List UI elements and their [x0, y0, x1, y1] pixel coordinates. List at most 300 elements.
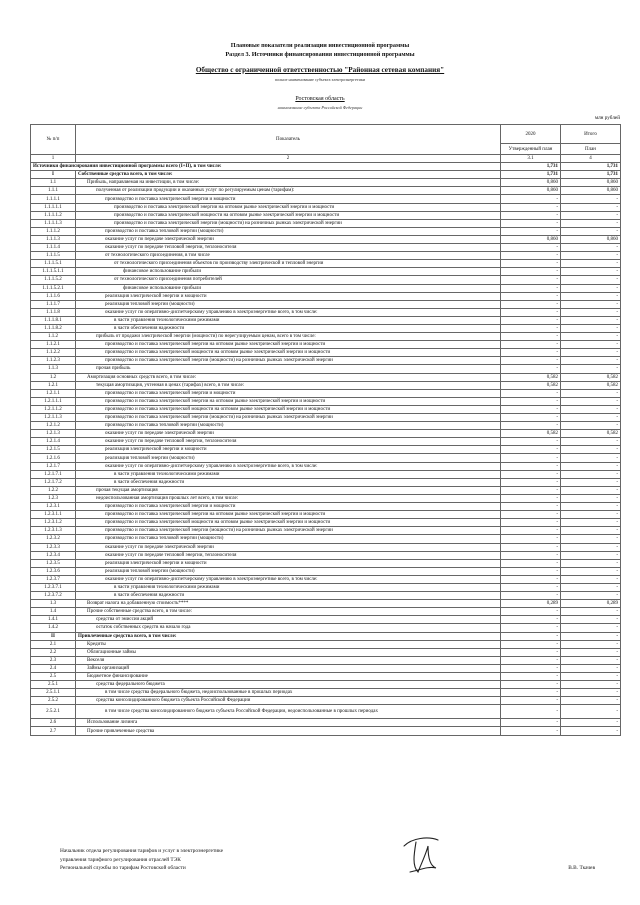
- row-label: производство и поставка тепловой энергии (мощности): [76, 422, 501, 430]
- table-row: [31, 719, 621, 727]
- row-number: 1.1.1: [31, 187, 76, 195]
- row-label: производство и поставка электрической энергии на оптовом рынке электрической энергии и мощности: [76, 511, 501, 519]
- row-plan-value: -: [501, 503, 561, 511]
- row-number: 2.5.2: [31, 697, 76, 705]
- row-label: Амортизация основных средств всего, в том числе:: [76, 373, 501, 381]
- row-total-value: -: [561, 656, 621, 664]
- row-label: средства консолидированного бюджета субъекта Российской Федерации: [76, 697, 501, 705]
- row-plan-value: -: [501, 697, 561, 705]
- row-plan-value: -: [501, 470, 561, 478]
- table-row: [31, 422, 621, 430]
- row-label: Облигационные займы: [76, 648, 501, 656]
- row-label: недоиспользованная амортизация прошлых лет всего, в том числе:: [76, 494, 501, 502]
- row-label: от технологического присоединения потребителей: [76, 276, 501, 284]
- row-total-value: -: [561, 648, 621, 656]
- row-label: оказание услуг по передаче электрической энергии: [76, 235, 501, 243]
- row-label: реализация тепловой энергии (мощности): [76, 567, 501, 575]
- row-total-value: -: [561, 284, 621, 292]
- row-total-value: -: [561, 316, 621, 324]
- summary-plan: 1,731: [501, 163, 561, 171]
- row-label: производство и поставка электрической энергии и мощности: [76, 389, 501, 397]
- row-label: производство и поставка электрической мощности на оптовом рынке электрической энергии и мощности: [76, 519, 501, 527]
- row-number: 1.2.1.2: [31, 422, 76, 430]
- row-number: 1.2.3.7.2: [31, 592, 76, 600]
- row-plan-value: -: [501, 727, 561, 735]
- row-plan-value: -: [501, 446, 561, 454]
- row-total-value: 0,289: [561, 600, 621, 608]
- row-total-value: -: [561, 211, 621, 219]
- table-row: [31, 648, 621, 656]
- row-total-value: -: [561, 349, 621, 357]
- row-label: производство и поставка электрической энергии (мощности) на розничных рынках электрической энергии: [76, 414, 501, 422]
- row-plan-value: -: [501, 705, 561, 719]
- row-total-value: -: [561, 527, 621, 535]
- row-plan-value: -: [501, 316, 561, 324]
- row-plan-value: -: [501, 527, 561, 535]
- row-total-value: -: [561, 535, 621, 543]
- row-label: Прочие привлеченные средства: [76, 727, 501, 735]
- row-label: Собственные средства всего, в том числе:: [76, 171, 501, 179]
- row-plan-value: -: [501, 567, 561, 575]
- row-label: в части управления технологическими режимами: [76, 316, 501, 324]
- row-number: 1.4.2: [31, 624, 76, 632]
- row-total-value: -: [561, 697, 621, 705]
- row-number: 1.2.3.1.1: [31, 511, 76, 519]
- row-number: 2.5.1: [31, 681, 76, 689]
- row-number: 1.2.3: [31, 494, 76, 502]
- row-plan-value: -: [501, 227, 561, 235]
- row-label: производство и поставка электрической мощности на оптовом рынке электрической энергии и мощности: [76, 349, 501, 357]
- row-label: прибыль от продажи электрической энергии (мощности) по нерегулируемым ценам, всего в том числе:: [76, 333, 501, 341]
- row-number: 1.4.1: [31, 616, 76, 624]
- row-total-value: -: [561, 227, 621, 235]
- row-plan-value: -: [501, 365, 561, 373]
- row-plan-value: -: [501, 195, 561, 203]
- row-plan-value: 0,582: [501, 430, 561, 438]
- row-number: 1.1.1.5.2: [31, 276, 76, 284]
- row-label: средства от эмиссии акций: [76, 616, 501, 624]
- row-number: 1.2: [31, 373, 76, 381]
- row-total-value: -: [561, 519, 621, 527]
- row-label: реализация тепловой энергии (мощности): [76, 454, 501, 462]
- row-plan-value: 0,860: [501, 235, 561, 243]
- column-index: 4: [561, 155, 621, 163]
- row-plan-value: -: [501, 308, 561, 316]
- table-row: [31, 567, 621, 575]
- row-label: Прочие собственные средства всего, в том числе:: [76, 608, 501, 616]
- table-row: [31, 632, 621, 640]
- row-label: в части управления технологическими режимами: [76, 583, 501, 591]
- row-label: в части обеспечения надежности: [76, 592, 501, 600]
- row-plan-value: -: [501, 648, 561, 656]
- table-row: [31, 235, 621, 243]
- table-row: [31, 543, 621, 551]
- table-row: [31, 519, 621, 527]
- row-number: 1.1.1.2: [31, 227, 76, 235]
- col-no-header: № п/п: [31, 125, 76, 155]
- row-label: реализация электрической энергии и мощности: [76, 292, 501, 300]
- row-plan-value: -: [501, 656, 561, 664]
- row-plan-value: -: [501, 583, 561, 591]
- row-total-value: -: [561, 422, 621, 430]
- region-caption: наименование субъекта Российской Федерации: [277, 105, 363, 110]
- row-total-value: -: [561, 719, 621, 727]
- row-total-value: -: [561, 389, 621, 397]
- row-total-value: -: [561, 632, 621, 640]
- row-plan-value: -: [501, 640, 561, 648]
- table-row: [31, 616, 621, 624]
- table-row: [31, 470, 621, 478]
- row-label: в части обеспечения надежности: [76, 324, 501, 332]
- row-label: производство и поставка электрической энергии и мощности: [76, 195, 501, 203]
- row-number: 1.2.1.7.1: [31, 470, 76, 478]
- row-label: от технологического присоединения, в том числе: [76, 252, 501, 260]
- row-number: 2.5.2.1: [31, 705, 76, 719]
- row-label: в части управления технологическими режимами: [76, 470, 501, 478]
- row-total-value: -: [561, 616, 621, 624]
- row-plan-value: -: [501, 543, 561, 551]
- signatory-line-2: управления тарифного регулирования отраслей ТЭК: [60, 856, 181, 863]
- row-number: 1.1.1.8.2: [31, 324, 76, 332]
- col-plan-header: Утвержденный план: [501, 144, 561, 155]
- table-row: [31, 244, 621, 252]
- row-total-value: -: [561, 414, 621, 422]
- row-label: производство и поставка электрической энергии и мощности: [76, 503, 501, 511]
- table-row: [31, 341, 621, 349]
- row-plan-value: -: [501, 592, 561, 600]
- row-total-value: -: [561, 664, 621, 672]
- row-number: 2.5: [31, 673, 76, 681]
- table-row: [31, 430, 621, 438]
- row-plan-value: 0,860: [501, 187, 561, 195]
- table-row: [31, 624, 621, 632]
- organization-name: Общество с ограниченной ответственностью "Районная сетевая компания": [195, 66, 445, 74]
- row-label: производство и поставка электрической энергии на оптовом рынке электрической энергии и мощности: [76, 341, 501, 349]
- row-total-value: -: [561, 462, 621, 470]
- table-row: [31, 575, 621, 583]
- table-row: [31, 179, 621, 187]
- table-row: [31, 478, 621, 486]
- row-number: 1.2.3.6: [31, 567, 76, 575]
- row-total-value: -: [561, 260, 621, 268]
- row-plan-value: -: [501, 494, 561, 502]
- row-total-value: -: [561, 276, 621, 284]
- row-label: реализация тепловой энергии (мощности): [76, 300, 501, 308]
- row-label: Привлеченные средства всего, в том числе:: [76, 632, 501, 640]
- row-number: 1.2.3.1.2: [31, 519, 76, 527]
- row-total-value: -: [561, 203, 621, 211]
- row-total-value: -: [561, 705, 621, 719]
- table-row: [31, 405, 621, 413]
- row-plan-value: 0,582: [501, 373, 561, 381]
- table-row: [31, 316, 621, 324]
- row-total-value: -: [561, 454, 621, 462]
- row-label: текущая амортизация, учтенная в ценах (тарифах) всего, в том числе:: [76, 381, 501, 389]
- table-row: [31, 276, 621, 284]
- row-number: 1.2.1.4: [31, 438, 76, 446]
- row-plan-value: -: [501, 478, 561, 486]
- row-plan-value: -: [501, 244, 561, 252]
- document-title: Плановые показатели реализации инвестиционной программы: [230, 42, 410, 49]
- row-label: Бюджетное финансирование: [76, 673, 501, 681]
- row-total-value: -: [561, 470, 621, 478]
- row-plan-value: -: [501, 389, 561, 397]
- table-row: [31, 727, 621, 735]
- col-plan-total-header: План: [561, 144, 621, 155]
- row-plan-value: -: [501, 405, 561, 413]
- table-row: [31, 333, 621, 341]
- row-plan-value: -: [501, 632, 561, 640]
- signatory-name: В.В. Ткачев: [568, 865, 595, 871]
- row-total-value: -: [561, 592, 621, 600]
- row-total-value: -: [561, 268, 621, 276]
- row-plan-value: 0,289: [501, 600, 561, 608]
- row-total-value: -: [561, 365, 621, 373]
- table-row: [31, 664, 621, 672]
- row-plan-value: -: [501, 719, 561, 727]
- row-plan-value: -: [501, 681, 561, 689]
- row-plan-value: 0,860: [501, 179, 561, 187]
- row-plan-value: -: [501, 438, 561, 446]
- row-label: производство и поставка электрической энергии (мощности) на розничных рынках электрической энергии: [76, 219, 501, 227]
- signatory-position: [60, 847, 223, 873]
- table-row: [31, 219, 621, 227]
- row-number: 1.1.2: [31, 333, 76, 341]
- row-plan-value: -: [501, 397, 561, 405]
- row-total-value: -: [561, 543, 621, 551]
- table-row: [31, 673, 621, 681]
- row-number: 1.2.1.7.2: [31, 478, 76, 486]
- row-number: 1.4: [31, 608, 76, 616]
- row-label: от технологического присоединения объектов по производству электрической и тепловой энергии: [76, 260, 501, 268]
- row-number: 1.2.3.5: [31, 559, 76, 567]
- table-row: [31, 697, 621, 705]
- row-total-value: -: [561, 438, 621, 446]
- row-plan-value: -: [501, 284, 561, 292]
- row-number: 1.1.3: [31, 365, 76, 373]
- row-number: 2.6: [31, 719, 76, 727]
- row-total-value: -: [561, 567, 621, 575]
- row-label: оказание услуг по оперативно-диспетчерскому управлению в электроэнергетике всего, в том числе:: [76, 575, 501, 583]
- row-plan-value: -: [501, 551, 561, 559]
- row-number: I: [31, 171, 76, 179]
- row-label: производство и поставка тепловой энергии (мощности): [76, 227, 501, 235]
- row-number: 1.1.1.7: [31, 300, 76, 308]
- row-label: оказание услуг по передаче тепловой энергии, теплоносителя: [76, 551, 501, 559]
- row-number: 1.1.2.3: [31, 357, 76, 365]
- row-total-value: -: [561, 624, 621, 632]
- row-number: 1.2.2: [31, 486, 76, 494]
- row-label: производство и поставка электрической мощности на оптовом рынке электрической энергии и мощности: [76, 211, 501, 219]
- row-number: 1.3: [31, 600, 76, 608]
- signatory-line-1: Начальник отдела регулирования тарифов и услуг в электроэнергетике: [60, 848, 224, 854]
- row-label: производство и поставка электрической энергии (мощности) на розничных рынках электрической энергии: [76, 357, 501, 365]
- row-plan-value: -: [501, 673, 561, 681]
- row-total-value: -: [561, 292, 621, 300]
- row-total-value: -: [561, 478, 621, 486]
- row-number: 1.2.1.3: [31, 430, 76, 438]
- row-total-value: -: [561, 727, 621, 735]
- table-row: [31, 446, 621, 454]
- table-row: [31, 503, 621, 511]
- table-row: [31, 535, 621, 543]
- table-row: [31, 284, 621, 292]
- organization-caption: полное наименование субъекта электроэнергетики: [274, 77, 366, 82]
- row-total-value: -: [561, 244, 621, 252]
- row-label: финансовое использование прибыли: [76, 268, 501, 276]
- table-row: [31, 365, 621, 373]
- row-plan-value: -: [501, 486, 561, 494]
- financing-table: [30, 124, 621, 736]
- table-row: [31, 187, 621, 195]
- column-index: 3.1: [501, 155, 561, 163]
- row-number: 1.2.1.1: [31, 389, 76, 397]
- row-total-value: -: [561, 559, 621, 567]
- table-row: [31, 389, 621, 397]
- row-plan-value: -: [501, 268, 561, 276]
- row-plan-value: 0,582: [501, 381, 561, 389]
- column-index-row: [31, 155, 621, 163]
- row-label: производство и поставка электрической мощности на оптовом рынке электрической энергии и мощности: [76, 405, 501, 413]
- table-row: [31, 268, 621, 276]
- row-number: 1.1.1.1.2: [31, 211, 76, 219]
- handwritten-signature: [398, 832, 444, 878]
- table-row: [31, 608, 621, 616]
- row-total-value: -: [561, 681, 621, 689]
- row-number: 1.1.1.6: [31, 292, 76, 300]
- table-row: [31, 324, 621, 332]
- row-label: производство и поставка тепловой энергии (мощности): [76, 535, 501, 543]
- row-plan-value: -: [501, 664, 561, 672]
- row-label: финансовое использование прибыли: [76, 284, 501, 292]
- table-row: [31, 438, 621, 446]
- row-total-value: -: [561, 511, 621, 519]
- row-total-value: 0,860: [561, 235, 621, 243]
- row-number: 1.2.3.1.3: [31, 527, 76, 535]
- row-plan-value: -: [501, 333, 561, 341]
- row-plan-value: -: [501, 324, 561, 332]
- row-number: II: [31, 632, 76, 640]
- row-total-value: 0,860: [561, 187, 621, 195]
- row-number: 1.2.1.1.1: [31, 397, 76, 405]
- row-number: 1.1.2.1: [31, 341, 76, 349]
- row-plan-value: 1,731: [501, 171, 561, 179]
- column-index: 1: [31, 155, 76, 163]
- row-plan-value: -: [501, 535, 561, 543]
- row-plan-value: -: [501, 454, 561, 462]
- table-row: [31, 551, 621, 559]
- row-number: 1.2.1.5: [31, 446, 76, 454]
- row-number: 1.1.1.1.1: [31, 203, 76, 211]
- table-row: [31, 583, 621, 591]
- row-number: 1.1: [31, 179, 76, 187]
- row-number: 1.2.1: [31, 381, 76, 389]
- row-label: в части обеспечения надежности: [76, 478, 501, 486]
- row-plan-value: -: [501, 616, 561, 624]
- row-total-value: -: [561, 486, 621, 494]
- row-label: Возврат налога на добавленную стоимость****: [76, 600, 501, 608]
- row-total-value: -: [561, 195, 621, 203]
- table-row: [31, 681, 621, 689]
- table-row: [31, 292, 621, 300]
- row-total-value: -: [561, 324, 621, 332]
- row-label: Использование лизинга: [76, 719, 501, 727]
- row-label: полученная от реализации продукции и оказанных услуг по регулируемым ценам (тарифам):: [76, 187, 501, 195]
- row-plan-value: -: [501, 624, 561, 632]
- table-row: [31, 195, 621, 203]
- section-title: Раздел 3. Источники финансирования инвестиционной программы: [225, 51, 415, 58]
- row-total-value: -: [561, 551, 621, 559]
- row-total-value: -: [561, 583, 621, 591]
- table-row: [31, 511, 621, 519]
- col-name-header: Показатель: [76, 125, 501, 155]
- row-number: 1.1.1.5.2.1: [31, 284, 76, 292]
- row-label: оказание услуг по передаче тепловой энергии, теплоносителя: [76, 244, 501, 252]
- summary-total: 1,731: [561, 163, 621, 171]
- row-label: реализация электрической энергии и мощности: [76, 559, 501, 567]
- table-row: [31, 203, 621, 211]
- summary-row: [31, 163, 621, 171]
- row-number: 1.1.1.8: [31, 308, 76, 316]
- row-total-value: -: [561, 575, 621, 583]
- table-row: [31, 171, 621, 179]
- table-row: [31, 494, 621, 502]
- row-number: 1.1.1.8.1: [31, 316, 76, 324]
- row-label: оказание услуг по передаче электрической энергии: [76, 543, 501, 551]
- row-plan-value: -: [501, 575, 561, 583]
- row-total-value: -: [561, 357, 621, 365]
- row-total-value: -: [561, 494, 621, 502]
- row-label: Кредиты: [76, 640, 501, 648]
- table-row: [31, 227, 621, 235]
- table-row: [31, 640, 621, 648]
- table-row: [31, 705, 621, 719]
- row-total-value: 1,731: [561, 171, 621, 179]
- column-index: 2: [76, 155, 501, 163]
- row-label: оказание услуг по передаче электрической энергии: [76, 430, 501, 438]
- row-number: 2.5.1.1: [31, 689, 76, 697]
- row-number: 1.1.2.2: [31, 349, 76, 357]
- row-plan-value: -: [501, 300, 561, 308]
- row-number: 1.1.1.4: [31, 244, 76, 252]
- table-row: [31, 600, 621, 608]
- signatory-line-3: Региональной службы по тарифам Ростовской области: [60, 865, 186, 872]
- table-row: [31, 559, 621, 567]
- row-plan-value: -: [501, 211, 561, 219]
- row-number: 1.1.1.5.1.1: [31, 268, 76, 276]
- table-row: [31, 656, 621, 664]
- row-label: Прибыль, направляемая на инвестиции, в том числе:: [76, 179, 501, 187]
- row-total-value: -: [561, 446, 621, 454]
- row-number: 1.1.1.5.1: [31, 260, 76, 268]
- row-plan-value: -: [501, 559, 561, 567]
- row-number: 2.1: [31, 640, 76, 648]
- row-plan-value: -: [501, 357, 561, 365]
- row-plan-value: -: [501, 689, 561, 697]
- row-number: 1.2.1.1.2: [31, 405, 76, 413]
- row-plan-value: -: [501, 414, 561, 422]
- table-row: [31, 349, 621, 357]
- row-total-value: -: [561, 252, 621, 260]
- table-row: [31, 381, 621, 389]
- row-number: 1.1.1.5: [31, 252, 76, 260]
- row-plan-value: -: [501, 349, 561, 357]
- table-row: [31, 454, 621, 462]
- row-label: в том числе средства консолидированного бюджета субъекта Российской Федерации, недоиспользованные в прошлых периодах: [76, 705, 501, 719]
- row-label: средства федерального бюджета: [76, 681, 501, 689]
- row-total-value: -: [561, 640, 621, 648]
- row-label: производство и поставка электрической энергии на оптовом рынке электрической энергии и мощности: [76, 203, 501, 211]
